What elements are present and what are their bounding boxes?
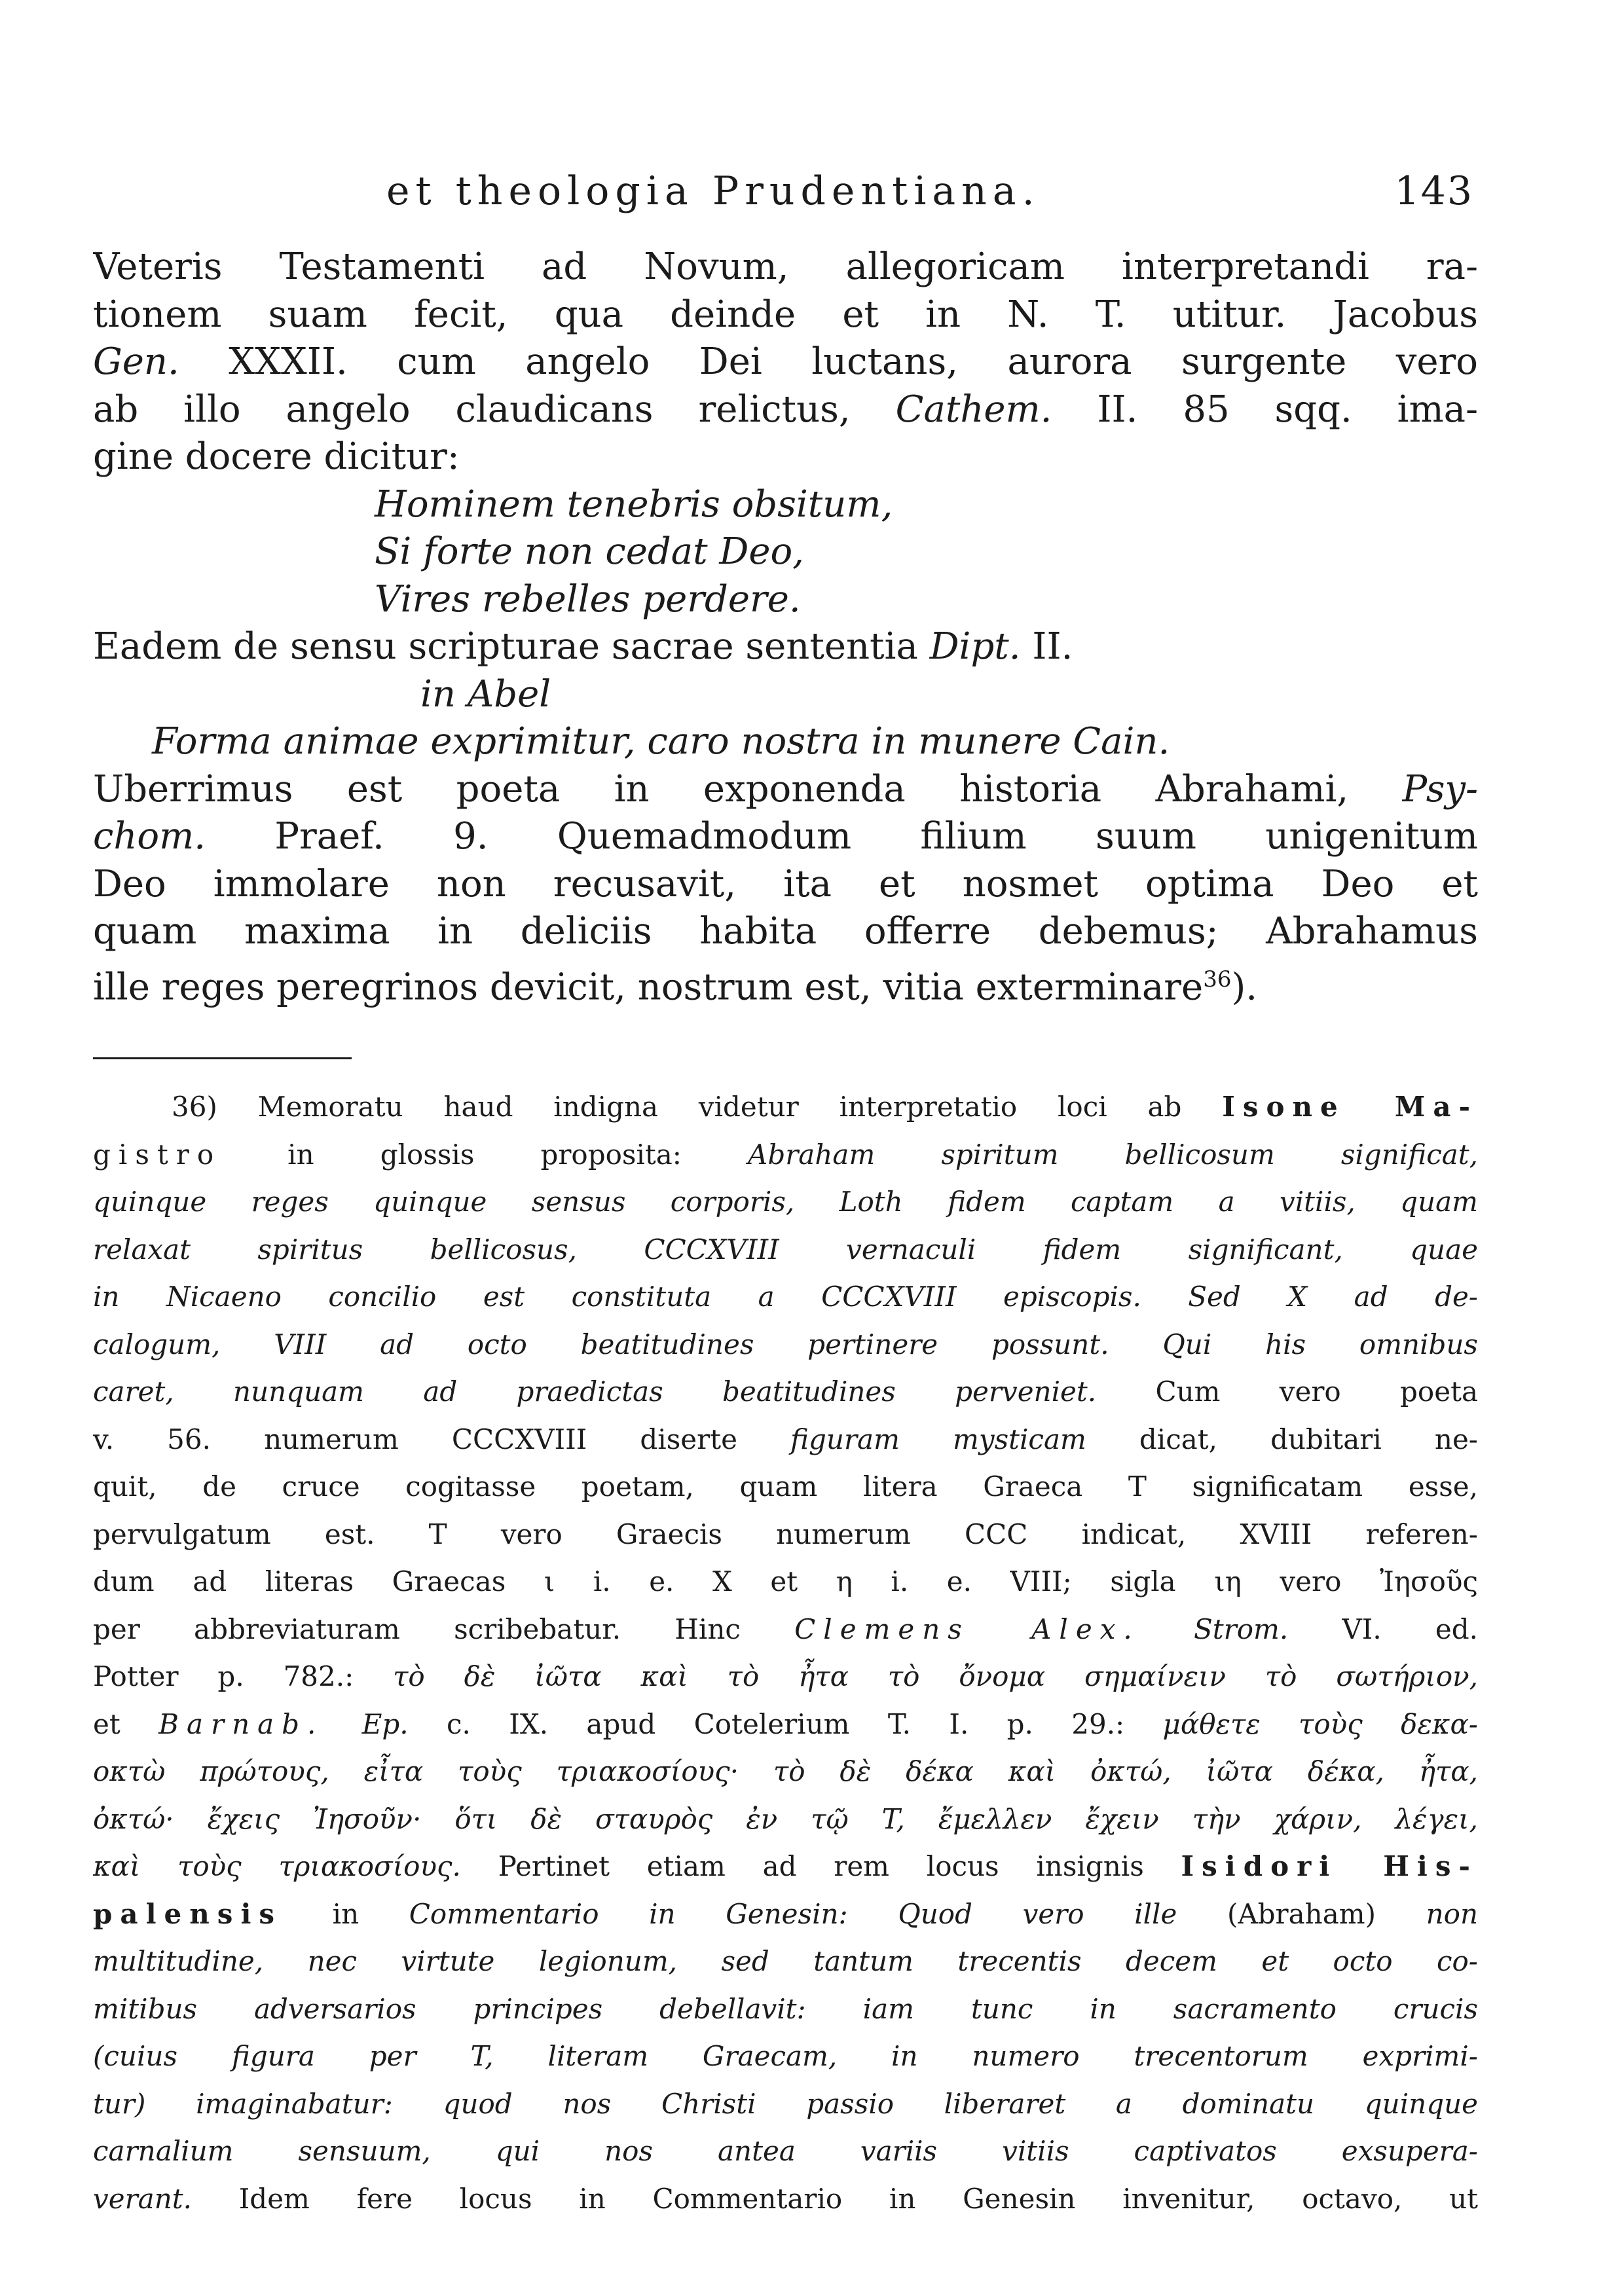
verse-line: Si forte non cedat Deo,: [375, 530, 804, 573]
footnote-line: οκτὼ πρώτους, εἶτα τοὺς τριακοσίους· τὸ δὲ δέκα καὶ ὀκτώ, ἰῶτα δέκα, ἦτα,: [93, 1755, 1478, 1787]
text-span: gine docere dicitur:: [93, 435, 460, 478]
text-span: II.: [1020, 625, 1073, 668]
text-span: ille reges peregrinos devicit, nostrum est, vitia exterminare: [93, 966, 1204, 1009]
text-span: XXXII. cum angelo Dei luctans, aurora surgente vero: [179, 340, 1478, 383]
footnote-line: multitudine, nec virtute legionum, sed tantum trecentis decem et octo co-: [93, 1945, 1478, 1977]
footnote-line: [93, 1087, 1478, 1135]
text-line: [93, 908, 1478, 956]
greek-quotation: καὶ τοὺς τριακοσίους.: [93, 1850, 461, 1882]
footnote-line: tur) imaginabatur: quod nos Christi passio liberaret a dominatu quinque: [93, 2087, 1478, 2120]
greek-quotation: μάθετε τοὺς δεκα-: [1162, 1707, 1478, 1740]
text-line: [93, 956, 1478, 1009]
quote-line: Forma animae exprimitur, caro nostra in munere Cain.: [152, 720, 1170, 763]
running-title: et theologia Prudentiana.: [386, 168, 1041, 214]
text-span: et: [93, 1707, 159, 1740]
text-line: [93, 813, 1478, 861]
text-span: Praef. 9. Quemadmodum filium suum unigenitum: [206, 815, 1478, 858]
footnote-line: relaxat spiritus bellicosus, CCCXVIII vernaculi fidem significant, quae: [93, 1233, 1478, 1266]
text-span: 36) Memoratu haud indigna videtur interpretatio loci ab: [172, 1091, 1223, 1123]
text-span: v. 56. numerum CCCXVIII diserte: [93, 1423, 791, 1455]
footnote-line: dum ad literas Graecas ι i. e. X et η i. e. VIII; sigla ιη vero Ἰησοῦς: [93, 1565, 1478, 1597]
citation: Psy-: [1402, 767, 1478, 811]
main-text: [93, 244, 1478, 1009]
text-line: [93, 433, 1478, 481]
text-span: Pertinet etiam ad rem locus insignis: [460, 1850, 1181, 1882]
page-number: 143: [1394, 168, 1473, 214]
text-span: Eadem de sensu scripturae sacrae sententia: [93, 625, 930, 668]
citation: Strom.: [1139, 1613, 1289, 1645]
footnote-line: [93, 1372, 1478, 1419]
text-line: [93, 861, 1478, 909]
text-span: quam maxima in deliciis habita offerre debemus; Abrahamus: [93, 910, 1478, 953]
person-name: gistro: [93, 1138, 222, 1171]
text-span: Deo immolare non recusavit, ita et nosmet optima Deo et: [93, 862, 1478, 905]
person-name: Barnab.: [158, 1707, 324, 1740]
verse-line: Vires rebelles perdere.: [375, 577, 801, 621]
text-span: Veteris Testamenti ad Novum, allegoricam interpretandi ra-: [93, 246, 1478, 288]
footnote-line: [93, 1894, 1478, 1942]
footnote-line: ὀκτώ· ἔχεις Ἰησοῦν· ὅτι δὲ σταυρὸς ἐν τῷ T, ἔμελλεν ἔχειν τὴν χάριν, λέγει,: [93, 1802, 1478, 1835]
quotation: caret, nunquam ad praedictas beatitudines perveniet.: [93, 1376, 1097, 1408]
text-line: [93, 386, 1478, 434]
text-line: [93, 623, 1478, 671]
text-span: dicat, dubitari ne-: [1086, 1423, 1478, 1455]
citation: Ep.: [323, 1707, 409, 1740]
footnote-line: (cuius figura per T, literam Graecam, in numero trecentorum exprimi-: [93, 2040, 1478, 2072]
text-line: [93, 291, 1478, 339]
running-header: [386, 165, 1473, 217]
text-span: Potter p. 782.:: [93, 1660, 394, 1692]
text-span: per abbreviaturam scribebatur. Hinc: [93, 1613, 795, 1645]
citation: Gen.: [93, 340, 179, 383]
quotation: figuram mysticam: [790, 1423, 1086, 1455]
footnote-line: carnalium sensuum, qui nos antea variis vitiis captivatos exsupera-: [93, 2135, 1478, 2167]
footnote-line: [93, 1704, 1478, 1752]
footnote-line: quinque reges quinque sensus corporis, Loth fidem captam a vitiis, quam: [93, 1186, 1478, 1218]
person-name: palensis: [93, 1897, 283, 1930]
text-span: VI. ed.: [1288, 1613, 1478, 1645]
footnote-line: quit, de cruce cogitasse poetam, quam litera Graeca T significatam esse,: [93, 1470, 1478, 1503]
text-span: in glossis proposita:: [221, 1138, 748, 1171]
text-span: c. IX. apud Cotelerium T. I. p. 29.:: [408, 1707, 1163, 1740]
text-line: [93, 338, 1478, 386]
text-span: II. 85 sqq. ima-: [1052, 388, 1478, 431]
text-span: ).: [1231, 966, 1258, 1009]
footnote-line: [93, 1609, 1478, 1657]
person-name: Isone Ma-: [1222, 1091, 1478, 1123]
quote-heading: in Abel: [420, 672, 551, 716]
person-name: Clemens Alex.: [794, 1613, 1140, 1645]
footnote-line: [93, 1135, 1478, 1182]
text-line: [93, 766, 1478, 814]
text-span: tionem suam fecit, qua deinde et in N. T. utitur. Jacobus: [93, 293, 1478, 336]
footnote-marker: 36: [1203, 966, 1232, 993]
footnote-line: [93, 1846, 1478, 1894]
footnote-line: in Nicaeno concilio est constituta a CCCXVIII episcopis. Sed X ad de-: [93, 1281, 1478, 1313]
quotation: verant.: [93, 2182, 192, 2215]
greek-quotation: τὸ δὲ ἰῶτα καὶ τὸ ἦτα τὸ ὄνομα σημαίνειν τὸ σωτήριον,: [393, 1660, 1478, 1692]
person-name: Isidori His-: [1181, 1850, 1478, 1882]
text-span: Idem fere locus in Commentario in Genesin invenitur, octavo, ut: [191, 2182, 1478, 2215]
citation: Cathem.: [895, 388, 1052, 431]
text-span: ab illo angelo claudicans relictus,: [93, 388, 896, 431]
footnote-line: pervulgatum est. T vero Graecis numerum CCC indicat, XVIII referen-: [93, 1518, 1478, 1550]
quotation: Abraham spiritum bellicosum significat,: [748, 1138, 1478, 1171]
footnote-line: [93, 1656, 1478, 1704]
footnote-separator: [93, 1057, 352, 1059]
text-span: Cum vero poeta: [1096, 1376, 1478, 1408]
footnote-line: mitibus adversarios principes debellavit: iam tunc in sacramento crucis: [93, 1992, 1478, 2025]
footnote-block: [93, 1087, 1478, 2226]
quotation: non: [1426, 1897, 1478, 1930]
text-span: in: [282, 1897, 409, 1930]
footnote-line: [93, 2179, 1478, 2227]
quotation: Commentario in Genesin: Quod vero ille: [409, 1897, 1177, 1930]
text-line: [93, 244, 1478, 291]
citation: chom.: [93, 815, 206, 858]
footnote-line: calogum, VIII ad octo beatitudines pertinere possunt. Qui his omnibus: [93, 1328, 1478, 1360]
citation: Dipt.: [929, 625, 1021, 668]
verse-line: Hominem tenebris obsitum,: [375, 483, 893, 526]
text-span: Uberrimus est poeta in exponenda historia Abrahami,: [93, 767, 1403, 811]
text-span: (Abraham): [1177, 1897, 1426, 1930]
footnote-line: [93, 1419, 1478, 1467]
